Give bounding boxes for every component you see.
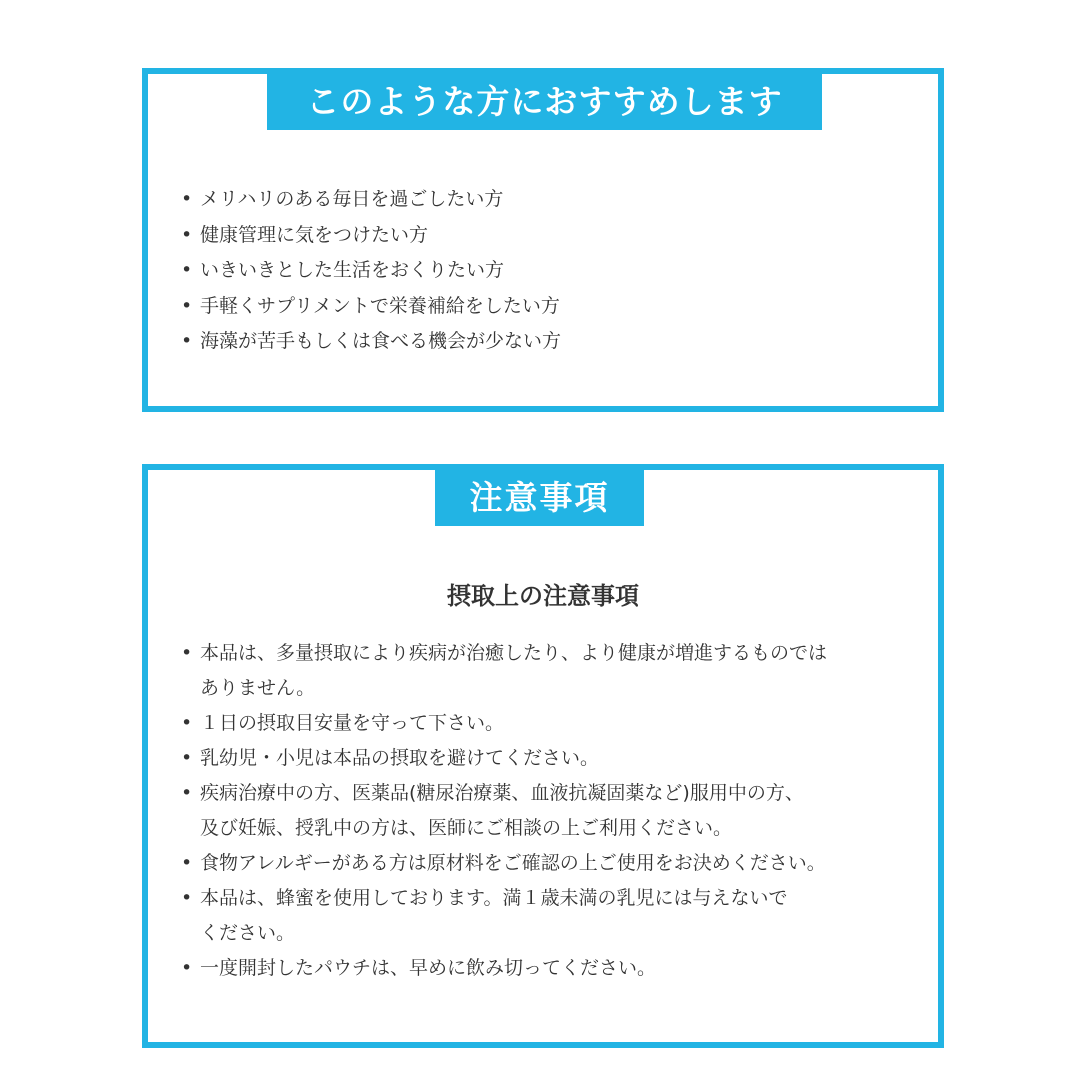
recommend-heading: このような方におすすめします [267,74,822,130]
list-item [178,636,908,706]
list-item: • いきいきとした生活をおくりたい方 [178,253,908,289]
recommend-list [178,182,908,360]
list-item [178,776,908,846]
list-item-line: • 本品は、多量摂取により疾病が治癒したり、より健康が増進するものでは [200,642,828,664]
list-item [178,706,908,741]
caution-list [178,636,908,986]
list-item: • 健康管理に気をつけたい方 [178,218,908,254]
list-item [178,951,908,986]
recommend-panel [142,68,944,412]
list-item-line: • １日の摂取目安量を守って下さい。 [200,712,505,734]
list-item: • 手軽くサプリメントで栄養補給をしたい方 [178,289,908,325]
list-item [178,741,908,776]
caution-heading: 注意事項 [435,470,644,526]
list-item-line: ありません。 [200,677,316,699]
list-item-line: • 疾病治療中の方、医薬品(糖尿治療薬、血液抗凝固薬など)服用中の方、 [200,782,804,804]
list-item-line: ください。 [200,922,296,944]
list-item-line: • 一度開封したパウチは、早めに飲み切ってください。 [200,957,657,979]
list-item: • メリハリのある毎日を過ごしたい方 [178,182,908,218]
caution-panel [142,464,944,1048]
list-item-line: • 乳幼児・小児は本品の摂取を避けてください。 [200,747,600,769]
list-item [178,881,908,951]
list-item [178,846,908,881]
list-item-line: • 本品は、蜂蜜を使用しております。満１歳未満の乳児には与えないで [200,887,788,909]
list-item: • 海藻が苦手もしくは食べる機会が少ない方 [178,324,908,360]
list-item-line: 及び妊娠、授乳中の方は、医師にご相談の上ご利用ください。 [200,817,733,839]
caution-subtitle: 摂取上の注意事項 [447,582,639,610]
list-item-line: • 食物アレルギーがある方は原材料をご確認の上ご使用をお決めください。 [200,852,826,874]
